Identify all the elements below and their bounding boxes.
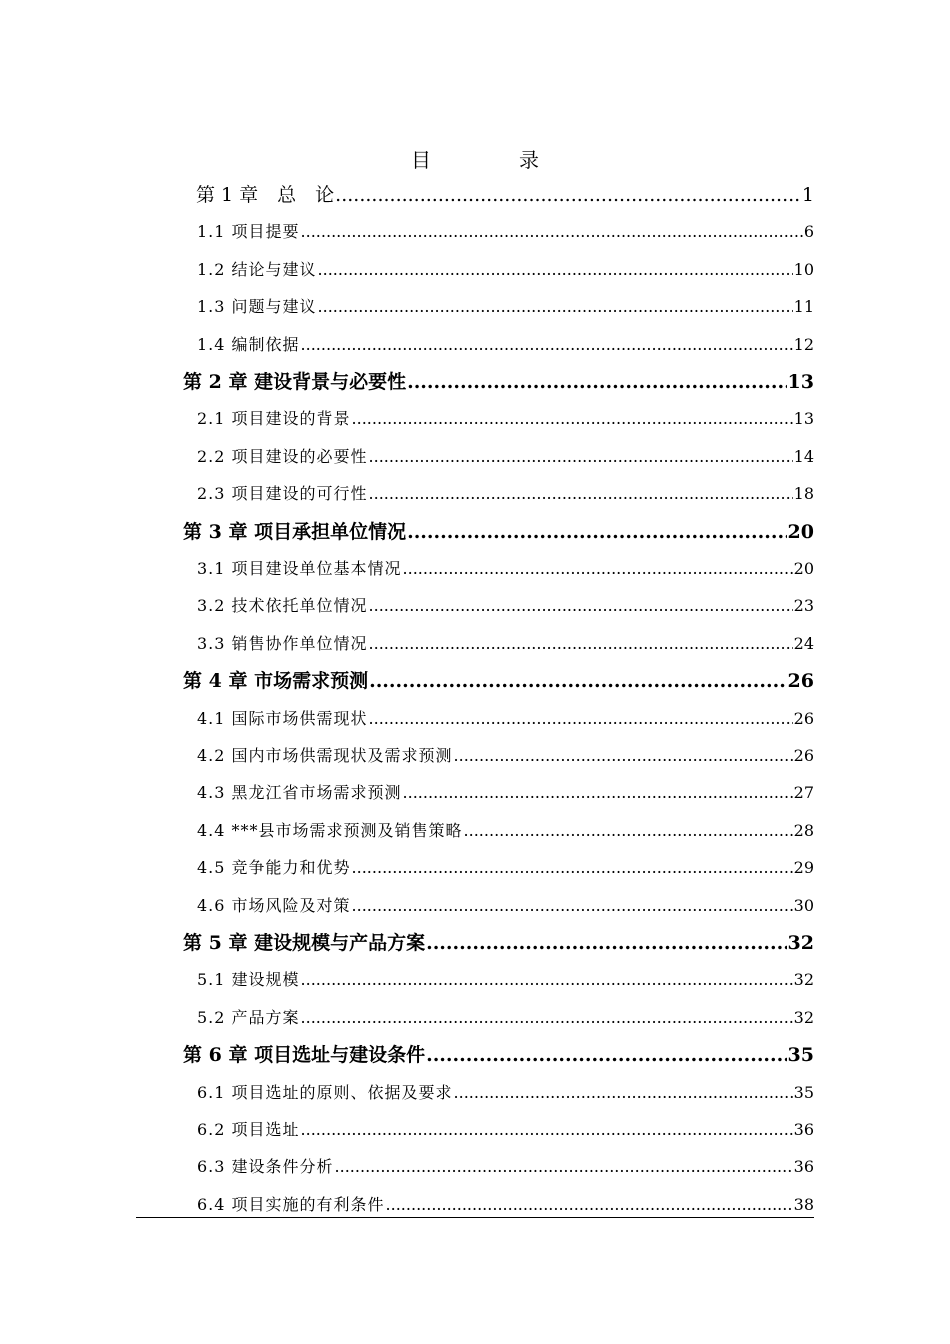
toc-chapter-entry[interactable] (183, 929, 814, 957)
toc-entry-label: 6.4 项目实施的有利条件 (197, 1194, 385, 1214)
toc-page-number: 11 (793, 297, 814, 317)
toc-section-entry[interactable] (197, 892, 814, 920)
toc-section-entry[interactable] (197, 405, 814, 433)
toc-dot-leader (403, 779, 793, 807)
footer-rule (136, 1217, 814, 1218)
toc-entry-label: 4.1 国际市场供需现状 (197, 708, 368, 728)
toc-dot-leader (407, 368, 786, 396)
toc-dot-leader (352, 405, 793, 433)
toc-dot-leader (369, 480, 793, 508)
toc-page-number: 29 (793, 858, 814, 878)
toc-page-number: 20 (793, 559, 814, 578)
toc-entry-label: 6.2 项目选址 (197, 1120, 300, 1139)
toc-page-number: 38 (793, 1194, 814, 1214)
toc-entry-label: 5.2 产品方案 (197, 1007, 300, 1027)
toc-entry-label: 4.6 市场风险及对策 (197, 895, 351, 915)
toc-page-number: 32 (787, 932, 814, 954)
toc-dot-leader (369, 630, 793, 658)
toc-section-entry[interactable] (197, 218, 814, 246)
toc-section-entry[interactable] (197, 1116, 814, 1144)
toc-section-entry[interactable] (197, 779, 814, 807)
toc-page-number: 26 (793, 746, 814, 765)
toc-entry-label: 第 5 章 建设规模与产品方案 (183, 932, 426, 954)
toc-page-number: 13 (793, 409, 814, 429)
toc-chapter-entry[interactable] (196, 181, 814, 209)
toc-section-entry[interactable] (197, 705, 814, 733)
toc-entry-label: 1.1 项目提要 (197, 222, 300, 242)
toc-page-number: 24 (793, 633, 814, 653)
toc-section-entry[interactable] (197, 331, 814, 359)
toc-dot-leader (369, 705, 793, 733)
toc-section-entry[interactable] (197, 555, 814, 583)
toc-dot-leader (426, 1041, 786, 1069)
toc-page-number: 36 (793, 1157, 814, 1177)
toc-dot-leader (369, 592, 793, 620)
toc-heading-part2: 录 (519, 148, 539, 172)
toc-dot-leader (301, 1116, 793, 1144)
toc-dot-leader (369, 667, 786, 695)
toc-entry-label: 1.4 编制依据 (197, 334, 300, 354)
toc-section-entry[interactable] (197, 630, 814, 658)
toc-entry-label: 2.3 项目建设的可行性 (197, 484, 368, 504)
toc-entry-label: 1.2 结论与建议 (197, 259, 317, 279)
toc-entry-label: 4.4 ***县市场需求预测及销售策略 (197, 820, 463, 840)
toc-section-entry[interactable] (197, 1004, 814, 1032)
toc-entry-label: 第 4 章 市场需求预测 (183, 670, 369, 693)
toc-section-entry[interactable] (197, 592, 814, 620)
toc-page-number: 13 (787, 371, 814, 393)
toc-section-entry[interactable] (197, 293, 814, 321)
toc-entry-label: 第 6 章 项目选址与建设条件 (183, 1044, 426, 1067)
toc-dot-leader (301, 331, 793, 359)
toc-page-number: 28 (793, 820, 814, 840)
toc-chapter-entry[interactable] (183, 368, 814, 396)
toc-page-number: 32 (793, 1007, 814, 1027)
toc-dot-leader (464, 817, 793, 845)
toc-page-number: 14 (793, 446, 814, 466)
toc-page-number: 26 (787, 670, 814, 693)
toc-entry-label: 1.3 问题与建议 (197, 297, 317, 317)
toc-page-number: 26 (793, 708, 814, 728)
toc-chapter-entry[interactable] (183, 518, 814, 546)
toc-page-number: 23 (793, 596, 814, 616)
toc-page-number: 6 (803, 222, 814, 242)
toc-dot-leader (335, 1153, 793, 1181)
toc-chapter-entry[interactable] (183, 667, 814, 695)
toc-dot-leader (301, 218, 803, 246)
toc-chapter-entry[interactable] (183, 1041, 814, 1069)
toc-dot-leader (352, 854, 793, 882)
toc-heading (0, 144, 950, 173)
toc-page-number: 36 (793, 1120, 814, 1139)
toc-entry-label: 4.2 国内市场供需现状及需求预测 (197, 746, 453, 765)
toc-dot-leader (386, 1191, 793, 1219)
toc-page-number: 27 (793, 783, 814, 803)
toc-dot-leader (369, 443, 793, 471)
toc-entry-label: 4.3 黑龙江省市场需求预测 (197, 783, 402, 803)
toc-dot-leader (301, 1004, 793, 1032)
toc-entry-label: 3.2 技术依托单位情况 (197, 596, 368, 616)
toc-section-entry[interactable] (197, 742, 814, 770)
toc-heading-part1: 目 (411, 148, 431, 172)
toc-section-entry[interactable] (197, 966, 814, 994)
toc-entry-label: 2.2 项目建设的必要性 (197, 446, 368, 466)
toc-section-entry[interactable] (197, 1079, 814, 1107)
toc-section-entry[interactable] (197, 480, 814, 508)
toc-entry-label: 4.5 竞争能力和优势 (197, 858, 351, 878)
toc-entry-label: 3.1 项目建设单位基本情况 (197, 559, 402, 578)
toc-section-entry[interactable] (197, 1191, 814, 1219)
toc-entry-label: 第 2 章 建设背景与必要性 (183, 371, 407, 393)
toc-section-entry[interactable] (197, 817, 814, 845)
toc-page-number: 18 (793, 484, 814, 504)
toc-page-number: 35 (793, 1082, 814, 1102)
toc-dot-leader (318, 256, 793, 284)
toc-dot-leader (407, 518, 786, 546)
toc-entry-label: 第 3 章 项目承担单位情况 (183, 520, 407, 543)
toc-dot-leader (352, 892, 793, 920)
toc-section-entry[interactable] (197, 443, 814, 471)
toc-section-entry[interactable] (197, 854, 814, 882)
toc-page-number: 35 (787, 1044, 814, 1067)
toc-page-number: 30 (793, 895, 814, 915)
toc-dot-leader (301, 966, 793, 994)
toc-entry-label: 6.1 项目选址的原则、依据及要求 (197, 1082, 453, 1102)
toc-dot-leader (454, 742, 793, 770)
toc-dot-leader (318, 293, 793, 321)
toc-page-number: 12 (793, 334, 814, 354)
toc-entry-label: 2.1 项目建设的背景 (197, 409, 351, 429)
toc-dot-leader (426, 929, 786, 957)
toc-page-number: 1 (801, 184, 814, 206)
toc-section-entry[interactable] (197, 1153, 814, 1181)
toc-entry-label: 3.3 销售协作单位情况 (197, 633, 368, 653)
toc-section-entry[interactable] (197, 256, 814, 284)
toc-dot-leader (335, 181, 801, 209)
toc-entry-label: 6.3 建设条件分析 (197, 1157, 334, 1177)
toc-dot-leader (454, 1079, 793, 1107)
toc-page-number: 10 (793, 259, 814, 279)
toc-entry-label: 5.1 建设规模 (197, 970, 300, 990)
toc-page-number: 20 (787, 520, 814, 543)
toc-page-number: 32 (793, 970, 814, 990)
toc-dot-leader (403, 555, 793, 583)
toc-entry-label: 第 1 章 总 论 (196, 184, 335, 206)
